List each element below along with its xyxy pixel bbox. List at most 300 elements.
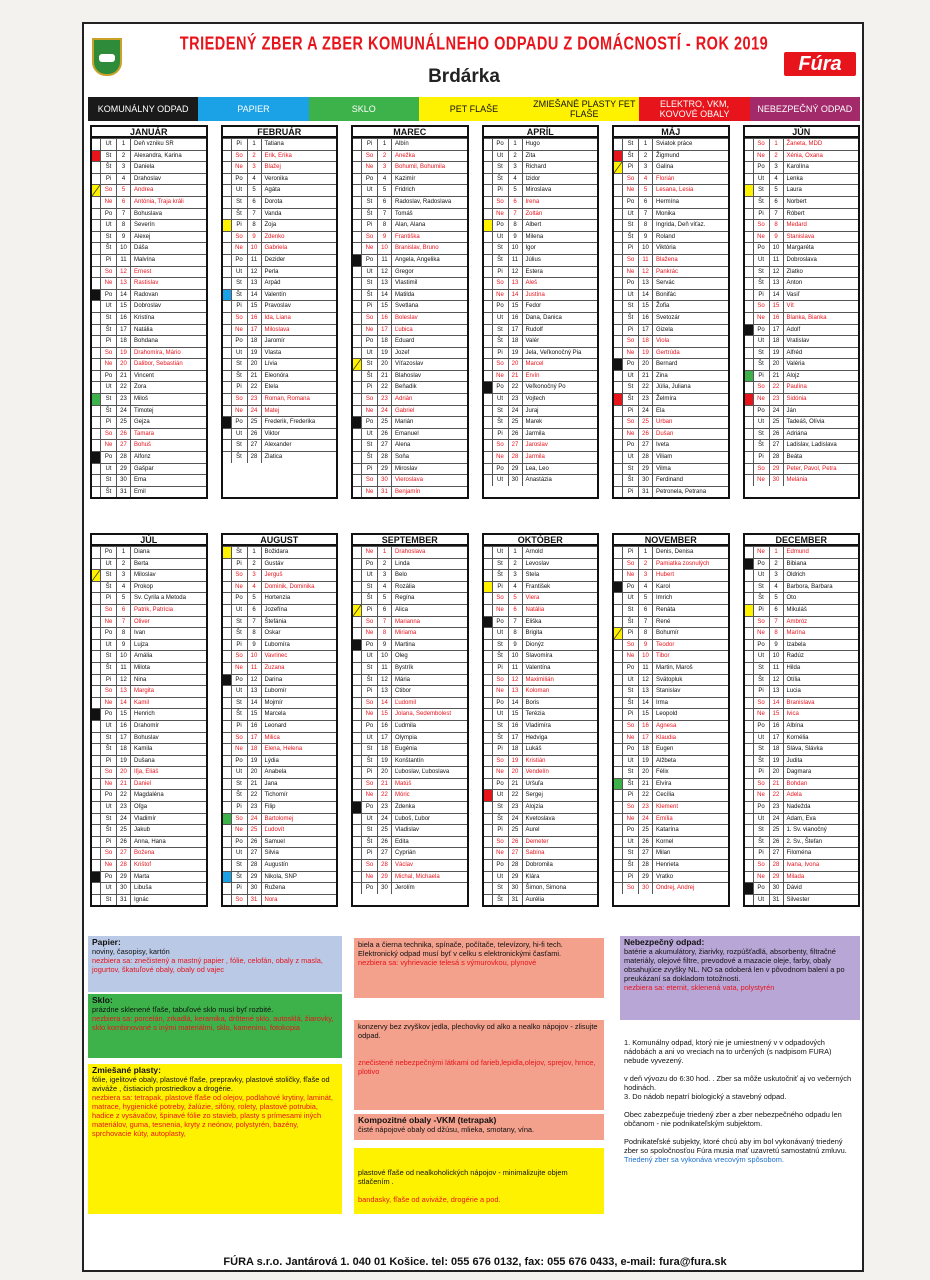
calendar-day-row: [92, 592, 206, 604]
day-number: 17: [638, 733, 652, 744]
calendar-day-row: [614, 277, 728, 289]
name-day: Miriama: [391, 628, 467, 639]
collection-marker: [745, 593, 753, 604]
day-number: 4: [769, 582, 783, 593]
collection-marker: [353, 162, 361, 173]
calendar-day-row: [353, 405, 467, 417]
weekday: Ut: [231, 686, 247, 697]
name-day: Rozália: [391, 582, 467, 593]
collection-marker: [484, 301, 492, 312]
collection-marker: [92, 628, 100, 639]
name-day: Irena: [522, 197, 598, 208]
collection-marker: [92, 394, 100, 405]
collection-marker: [484, 382, 492, 393]
name-day: Milada: [783, 872, 859, 883]
weekday: Št: [100, 406, 116, 417]
collection-marker: [484, 174, 492, 185]
weekday: So: [100, 767, 116, 778]
day-number: 25: [116, 825, 130, 836]
name-day: Agnesa: [652, 721, 728, 732]
weekday: Ne: [492, 848, 508, 859]
collection-marker: [614, 663, 622, 674]
vkm-title: Kompozitné obaly -VKM (tetrapak): [358, 1115, 497, 1125]
calendar-day-row: [614, 581, 728, 593]
collection-marker: [614, 733, 622, 744]
name-day: Klement: [652, 802, 728, 813]
name-day: Adam, Eva: [783, 814, 859, 825]
calendar-day-row: [484, 242, 598, 254]
day-number: 31: [508, 895, 522, 906]
day-number: 27: [769, 440, 783, 451]
vkm-text: čisté nápojové obaly od džúsu, mlieka, smotany, vína.: [358, 1125, 535, 1134]
calendar-day-row: [92, 335, 206, 347]
calendar-day-row: [223, 627, 337, 639]
day-number: 21: [508, 779, 522, 790]
day-number: 15: [508, 709, 522, 720]
name-day: Brigita: [522, 628, 598, 639]
calendar-day-row: [223, 859, 337, 871]
day-number: 30: [769, 475, 783, 486]
name-day: Alfréd: [783, 348, 859, 359]
day-number: 13: [247, 686, 261, 697]
collection-marker: [353, 232, 361, 243]
calendar-day-row: [745, 708, 859, 720]
name-day: Blažej: [261, 162, 337, 173]
day-number: 20: [116, 767, 130, 778]
collection-marker: [484, 802, 492, 813]
weekday: So: [753, 617, 769, 628]
calendar-day-row: [223, 370, 337, 382]
weekday: So: [361, 394, 377, 405]
collection-marker: [745, 860, 753, 871]
calendar-day-row: [92, 882, 206, 894]
name-day: Dalibor, Sebastián: [130, 359, 206, 370]
day-number: 9: [638, 640, 652, 651]
weekday: St: [492, 325, 508, 336]
collection-marker: [745, 417, 753, 428]
collection-marker: [745, 872, 753, 883]
weekday: St: [100, 232, 116, 243]
name-day: Tadeáš, Olívia: [783, 417, 859, 428]
name-day: Drahoslava: [391, 547, 467, 558]
weekday: Pi: [622, 628, 638, 639]
weekday: Ut: [492, 872, 508, 883]
collection-marker: [484, 733, 492, 744]
weekday: Ut: [622, 290, 638, 301]
name-day: Hugo: [522, 139, 598, 150]
name-day: Františka: [391, 232, 467, 243]
calendar-day-row: [484, 439, 598, 451]
name-day: Zlatko: [783, 267, 859, 278]
weekday: Št: [231, 547, 247, 558]
calendar-day-row: [745, 639, 859, 651]
name-day: Kvetoslava: [522, 814, 598, 825]
name-day: Nadežda: [783, 802, 859, 813]
day-number: 29: [116, 464, 130, 475]
calendar-day-row: [92, 416, 206, 428]
name-day: Kazimír: [391, 174, 467, 185]
calendar-day-row: [484, 138, 598, 150]
weekday: Pi: [361, 301, 377, 312]
weekday: Po: [753, 162, 769, 173]
collection-marker: [92, 174, 100, 185]
collection-marker: [92, 429, 100, 440]
collection-marker: [223, 605, 231, 616]
calendar-day-row: [484, 604, 598, 616]
calendar-day-row: [484, 871, 598, 883]
pet-info-box: [354, 1148, 604, 1214]
collection-marker: [353, 663, 361, 674]
calendar-day-row: [745, 871, 859, 883]
calendar-day-row: [484, 208, 598, 220]
weekday: So: [231, 313, 247, 324]
day-number: 11: [638, 663, 652, 674]
day-number: 22: [638, 382, 652, 393]
papier-info-box: [88, 936, 342, 992]
day-number: 3: [116, 162, 130, 173]
name-day: Hubert: [652, 570, 728, 581]
weekday: Pi: [622, 162, 638, 173]
weekday: So: [231, 232, 247, 243]
day-number: 29: [638, 872, 652, 883]
weekday: Ne: [100, 860, 116, 871]
weekday: Pi: [231, 802, 247, 813]
month-title: NOVEMBER: [614, 535, 728, 546]
calendar-day-row: [484, 428, 598, 440]
calendar-day-row: [92, 474, 206, 486]
collection-marker: [614, 394, 622, 405]
name-day: Vratislav: [783, 336, 859, 347]
calendar-day-row: [223, 650, 337, 662]
day-number: 12: [769, 675, 783, 686]
name-day: Gašpar: [130, 464, 206, 475]
calendar-day-row: [92, 847, 206, 859]
calendar-day-row: [223, 254, 337, 266]
day-number: 29: [638, 464, 652, 475]
weekday: Pi: [492, 663, 508, 674]
weekday: Ne: [753, 394, 769, 405]
weekday: Št: [231, 709, 247, 720]
name-day: Sidónia: [783, 394, 859, 405]
calendar-day-row: [353, 778, 467, 790]
day-number: 14: [638, 290, 652, 301]
name-day: Marta: [130, 872, 206, 883]
day-number: 29: [769, 872, 783, 883]
day-number: 4: [247, 582, 261, 593]
calendar-day-row: [745, 882, 859, 894]
name-day: Emília: [652, 814, 728, 825]
collection-marker: [92, 802, 100, 813]
calendar-day-row: [223, 173, 337, 185]
weekday: Pi: [622, 547, 638, 558]
name-day: Olympia: [391, 733, 467, 744]
name-day: Matilda: [391, 290, 467, 301]
weekday: Ne: [622, 267, 638, 278]
calendar-day-row: [745, 813, 859, 825]
calendar-sheet: [82, 22, 864, 1272]
name-day: Gizela: [652, 325, 728, 336]
name-day: Vieroslava: [391, 475, 467, 486]
collection-marker: [353, 756, 361, 767]
weekday: Pi: [361, 382, 377, 393]
day-number: 15: [508, 301, 522, 312]
name-day: Leopold: [652, 709, 728, 720]
name-day: Dominik, Dominika: [261, 582, 337, 593]
collection-marker: [353, 290, 361, 301]
name-day: Agáta: [261, 185, 337, 196]
weekday: Po: [492, 779, 508, 790]
day-number: 6: [116, 197, 130, 208]
collection-marker: [92, 883, 100, 894]
name-day: Dana, Danica: [522, 313, 598, 324]
name-day: Samuel: [261, 837, 337, 848]
day-number: 20: [247, 359, 261, 370]
name-day: Iľja, Eliáš: [130, 767, 206, 778]
kovy-text: konzervy bez zvyškov jedla, plechovky od alko a nealko nápojov - zlisujte odpad.: [358, 1022, 598, 1040]
name-day: Dušana: [130, 756, 206, 767]
day-number: 16: [377, 313, 391, 324]
month-title: JÚL: [92, 535, 206, 546]
info-rule-3: 3. Do nádob nepatrí biologický a stavebný odpad.: [624, 1092, 787, 1101]
collection-marker: [353, 848, 361, 859]
name-day: Bohdan: [783, 779, 859, 790]
collection-marker: [223, 255, 231, 266]
name-day: Zina: [652, 371, 728, 382]
months-second-half: [90, 533, 860, 907]
collection-marker: [223, 417, 231, 428]
weekday: So: [753, 698, 769, 709]
name-day: Cecília: [652, 790, 728, 801]
day-number: 17: [377, 325, 391, 336]
name-day: Ernest: [130, 267, 206, 278]
collection-marker: [353, 348, 361, 359]
weekday: Ne: [361, 243, 377, 254]
name-day: Dobroslav: [130, 301, 206, 312]
day-number: 11: [769, 255, 783, 266]
day-number: 30: [116, 883, 130, 894]
weekday: St: [100, 814, 116, 825]
plasty-restrictions: nezbiera sa: tetrapak, plastové fľaše od olejov, podlahové krytiny, laminát, matrace, hygienické potreby, žalúzie, sifóny, rolety, plastové potrubia, hadice z vysávačov, špinavé fólie zo stavieb, plasty s prímesami iných materiálov, guma, tesnenia, kryty z neónov, polystyrén, bazény, sprchovacie kúty, autoplasty,: [92, 1093, 333, 1138]
calendar-day-row: [614, 616, 728, 628]
name-day: Daniela: [130, 162, 206, 173]
weekday: Ut: [100, 721, 116, 732]
collection-marker: [353, 475, 361, 486]
name-day: Gregor: [391, 267, 467, 278]
day-number: 17: [247, 325, 261, 336]
calendar-day-row: [92, 254, 206, 266]
weekday: St: [622, 220, 638, 231]
collection-marker: [92, 617, 100, 628]
collection-marker: [484, 559, 492, 570]
name-day: Imrich: [652, 593, 728, 604]
calendar-day-row: [745, 789, 859, 801]
name-day: Denis, Denisa: [652, 547, 728, 558]
calendar-day-row: [614, 370, 728, 382]
weekday: Ne: [492, 371, 508, 382]
weekday: Ut: [361, 185, 377, 196]
collection-marker: [92, 185, 100, 196]
weekday: Pi: [492, 825, 508, 836]
day-number: 1: [638, 139, 652, 150]
day-number: 30: [116, 475, 130, 486]
name-day: Mária: [391, 675, 467, 686]
calendar-day-row: [484, 324, 598, 336]
weekday: St: [753, 744, 769, 755]
name-day: Nora: [261, 895, 337, 906]
day-number: 6: [377, 605, 391, 616]
day-number: 16: [769, 313, 783, 324]
day-number: 28: [377, 452, 391, 463]
calendar-day-row: [484, 592, 598, 604]
calendar-day-row: [484, 381, 598, 393]
name-day: Vojtech: [522, 394, 598, 405]
collection-marker: [223, 209, 231, 220]
collection-marker: [353, 709, 361, 720]
calendar-day-row: [614, 451, 728, 463]
weekday: So: [753, 860, 769, 871]
weekday: Ut: [361, 651, 377, 662]
day-number: 27: [638, 440, 652, 451]
weekday: Ut: [231, 848, 247, 859]
collection-marker: [353, 767, 361, 778]
name-day: Júlia, Juliana: [652, 382, 728, 393]
day-number: 19: [508, 348, 522, 359]
name-day: Valér: [522, 336, 598, 347]
collection-marker: [745, 243, 753, 254]
day-number: 16: [508, 721, 522, 732]
weekday: Ut: [753, 895, 769, 906]
collection-marker: [745, 440, 753, 451]
weekday: St: [231, 779, 247, 790]
day-number: 20: [769, 767, 783, 778]
day-number: 2: [769, 559, 783, 570]
day-number: 12: [247, 675, 261, 686]
collection-marker: [223, 895, 231, 906]
calendar-day-row: [614, 463, 728, 475]
collection-marker: [484, 197, 492, 208]
collection-marker: [614, 475, 622, 486]
weekday: Ne: [361, 872, 377, 883]
collection-marker: [353, 359, 361, 370]
day-number: 10: [247, 243, 261, 254]
collection-marker: [745, 382, 753, 393]
collection-marker: [745, 452, 753, 463]
day-number: 15: [116, 709, 130, 720]
calendar-day-row: [92, 894, 206, 906]
collection-marker: [223, 301, 231, 312]
calendar-day-row: [745, 778, 859, 790]
month-title: JÚN: [745, 127, 859, 138]
calendar-day-row: [745, 439, 859, 451]
day-number: 14: [508, 290, 522, 301]
collection-marker: [484, 255, 492, 266]
collection-marker: [745, 394, 753, 405]
day-number: 22: [377, 790, 391, 801]
name-day: Barbora, Barbara: [783, 582, 859, 593]
weekday: Po: [622, 359, 638, 370]
name-day: Matej: [261, 406, 337, 417]
name-day: Svetlana: [391, 301, 467, 312]
weekday: Ut: [100, 382, 116, 393]
collection-marker: [353, 582, 361, 593]
weekday: Ne: [100, 359, 116, 370]
collection-marker: [353, 872, 361, 883]
weekday: Ne: [622, 185, 638, 196]
collection-marker: [223, 640, 231, 651]
collection-marker: [92, 162, 100, 173]
company-contact-footer: FÚRA s.r.o. Jantárová 1. 040 01 Košice. tel: 055 676 0132, fax: 055 676 0433, e-mail: fura@fura.sk: [223, 1256, 727, 1268]
weekday: Ne: [753, 872, 769, 883]
collection-marker: [745, 709, 753, 720]
calendar-day-row: [353, 685, 467, 697]
name-day: Melánia: [783, 475, 859, 486]
calendar-day-row: [223, 836, 337, 848]
calendar-day-row: [353, 463, 467, 475]
calendar-day-row: [92, 650, 206, 662]
collection-marker: [353, 371, 361, 382]
name-day: Benjamín: [391, 487, 467, 498]
weekday: Po: [100, 547, 116, 558]
weekday: Po: [361, 559, 377, 570]
name-day: Anna, Hana: [130, 837, 206, 848]
calendar-day-row: [614, 732, 728, 744]
weekday: Po: [100, 872, 116, 883]
calendar-day-row: [614, 847, 728, 859]
collection-marker: [353, 429, 361, 440]
collection-marker: [614, 278, 622, 289]
name-day: Bohumír: [652, 628, 728, 639]
weekday: Ut: [231, 429, 247, 440]
day-number: 15: [769, 709, 783, 720]
collection-marker: [92, 139, 100, 150]
name-day: Demeter: [522, 837, 598, 848]
legend-item: NEBEZPEČNÝ ODPAD: [750, 97, 860, 121]
name-day: Vlasta: [261, 348, 337, 359]
weekday: Ut: [100, 220, 116, 231]
weekday: St: [231, 278, 247, 289]
day-number: 12: [508, 675, 522, 686]
calendar-day-row: [223, 381, 337, 393]
name-day: Drahomíra, Mário: [130, 348, 206, 359]
name-day: Bohuslava: [130, 209, 206, 220]
name-day: Stanislav: [652, 686, 728, 697]
month-title: DECEMBER: [745, 535, 859, 546]
calendar-day-row: [614, 161, 728, 173]
collection-marker: [614, 440, 622, 451]
day-number: 2: [377, 151, 391, 162]
collection-marker: [223, 151, 231, 162]
weekday: So: [622, 883, 638, 894]
collection-marker: [614, 709, 622, 720]
name-day: Žofia: [652, 301, 728, 312]
weekday: Ne: [361, 709, 377, 720]
calendar-day-row: [484, 370, 598, 382]
weekday: Ne: [100, 698, 116, 709]
name-day: Vladislav: [391, 825, 467, 836]
calendar-day-row: [614, 266, 728, 278]
name-day: Ema: [130, 475, 206, 486]
weekday: St: [100, 151, 116, 162]
weekday: Ut: [753, 174, 769, 185]
day-number: 17: [116, 733, 130, 744]
name-day: Anabela: [261, 767, 337, 778]
day-number: 19: [116, 348, 130, 359]
collection-marker: [745, 301, 753, 312]
calendar-day-row: [745, 173, 859, 185]
weekday: Po: [231, 675, 247, 686]
weekday: Po: [492, 464, 508, 475]
weekday: Ut: [492, 628, 508, 639]
